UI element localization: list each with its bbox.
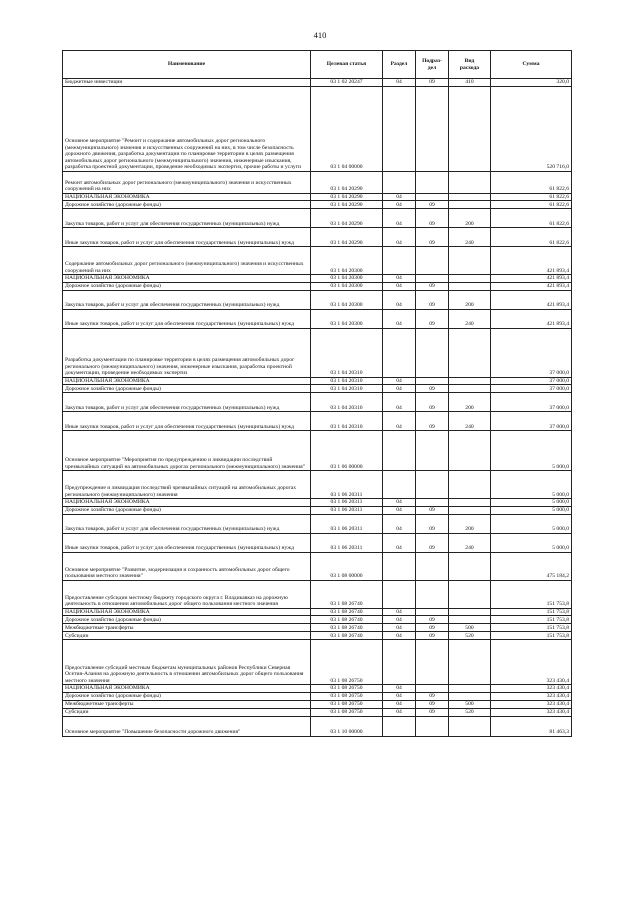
- cell-amount: 37 000,0: [491, 412, 572, 431]
- cell-target-article: 03 1 02 20247: [311, 79, 383, 87]
- cell-expense-type: 500: [449, 700, 491, 708]
- cell-section: 04: [383, 685, 416, 693]
- cell-subsection: 09: [416, 393, 449, 412]
- cell-target-article: 03 1 08 26740: [311, 632, 383, 640]
- cell-name: НАЦИОНАЛЬНАЯ ЭКОНОМИКА: [63, 499, 311, 507]
- page-number: 410: [313, 30, 327, 40]
- table-row: [63, 499, 572, 507]
- cell-amount: 151 753,8: [491, 608, 572, 616]
- cell-subsection: 09: [416, 385, 449, 393]
- cell-target-article: 03 1 08 26740: [311, 580, 383, 608]
- cell-amount: 520 716,0: [491, 86, 572, 171]
- cell-target-article: 03 1 10 00000: [311, 716, 383, 736]
- cell-target-article: 03 1 06 00000: [311, 431, 383, 471]
- cell-expense-type: [449, 616, 491, 624]
- cell-target-article: 03 1 04 20290: [311, 201, 383, 209]
- cell-name: НАЦИОНАЛЬНАЯ ЭКОНОМИКА: [63, 685, 311, 693]
- cell-section: 04: [383, 377, 416, 385]
- cell-amount: 421 893,4: [491, 275, 572, 283]
- cell-subsection: 09: [416, 700, 449, 708]
- cell-section: 04: [383, 385, 416, 393]
- cell-name: Межбюджетные трансферты: [63, 700, 311, 708]
- cell-target-article: 03 1 04 20310: [311, 385, 383, 393]
- cell-target-article: 03 1 08 26750: [311, 700, 383, 708]
- cell-section: [383, 580, 416, 608]
- cell-section: 04: [383, 692, 416, 700]
- table-row: [63, 247, 572, 275]
- cell-target-article: 03 1 04 20290: [311, 171, 383, 193]
- cell-expense-type: 240: [449, 533, 491, 552]
- cell-expense-type: [449, 282, 491, 290]
- cell-expense-type: [449, 716, 491, 736]
- cell-subsection: 09: [416, 708, 449, 716]
- cell-subsection: 09: [416, 632, 449, 640]
- cell-name: Закупка товаров, работ и услуг для обеспечения государственных (муниципальных) нужд: [63, 290, 311, 309]
- cell-amount: 37 000,0: [491, 393, 572, 412]
- cell-subsection: 09: [416, 692, 449, 700]
- cell-target-article: 03 1 04 20300: [311, 247, 383, 275]
- cell-name: Закупка товаров, работ и услуг для обеспечения государственных (муниципальных) нужд: [63, 514, 311, 533]
- cell-target-article: 03 1 06 20311: [311, 514, 383, 533]
- cell-name: НАЦИОНАЛЬНАЯ ЭКОНОМИКА: [63, 377, 311, 385]
- cell-name: Основное мероприятие "Ремонт и содержание автомобильных дорог регионального (межмуниципального) значения и искусственных сооружений на них, в том числе безопасность дорожного движения, разработка документации по планировке территории в целях размещения автомобильных дорог регионального (межмуниципального) значения, инженерные изыскания, разработка проектной документации, проведение необходимых экспертиз, прочие работы и услуги: [63, 86, 311, 171]
- table-row: [63, 624, 572, 632]
- cell-target-article: 03 1 04 20310: [311, 328, 383, 377]
- cell-expense-type: 200: [449, 290, 491, 309]
- cell-subsection: 09: [416, 201, 449, 209]
- cell-amount: 151 753,8: [491, 580, 572, 608]
- table-row: [63, 692, 572, 700]
- cell-name: Закупка товаров, работ и услуг для обеспечения государственных (муниципальных) нужд: [63, 209, 311, 228]
- table-row: [63, 708, 572, 716]
- cell-amount: 5 000,0: [491, 471, 572, 499]
- cell-expense-type: [449, 275, 491, 283]
- cell-amount: 151 753,8: [491, 616, 572, 624]
- cell-name: Дорожное хозяйство (дорожные фонды): [63, 692, 311, 700]
- table-row: [63, 533, 572, 552]
- cell-expense-type: 520: [449, 632, 491, 640]
- table-row: [63, 275, 572, 283]
- cell-target-article: 03 1 06 20311: [311, 506, 383, 514]
- table-row: [63, 716, 572, 736]
- cell-section: 04: [383, 632, 416, 640]
- cell-section: 04: [383, 393, 416, 412]
- cell-expense-type: [449, 431, 491, 471]
- cell-expense-type: [449, 385, 491, 393]
- cell-section: 04: [383, 209, 416, 228]
- cell-name: Дорожное хозяйство (дорожные фонды): [63, 201, 311, 209]
- cell-expense-type: [449, 193, 491, 201]
- cell-subsection: 09: [416, 533, 449, 552]
- cell-name: Основное мероприятие "Развитие, модернизация и сохранность автомобильных дорог общего пользования местного значения": [63, 552, 311, 580]
- cell-expense-type: [449, 552, 491, 580]
- cell-expense-type: [449, 499, 491, 507]
- cell-section: 04: [383, 506, 416, 514]
- cell-section: 04: [383, 700, 416, 708]
- cell-expense-type: 520: [449, 708, 491, 716]
- cell-target-article: 03 1 06 20311: [311, 533, 383, 552]
- cell-amount: 421 893,4: [491, 290, 572, 309]
- cell-expense-type: 500: [449, 624, 491, 632]
- cell-amount: 151 753,8: [491, 632, 572, 640]
- cell-section: 04: [383, 79, 416, 87]
- cell-amount: 421 893,4: [491, 282, 572, 290]
- cell-subsection: 09: [416, 309, 449, 328]
- cell-subsection: 09: [416, 209, 449, 228]
- cell-section: [383, 431, 416, 471]
- cell-target-article: 03 1 08 26740: [311, 624, 383, 632]
- table-row: [63, 201, 572, 209]
- cell-name: Иные закупки товаров, работ и услуг для обеспечения государственных (муниципальных) нужд: [63, 309, 311, 328]
- table-row: [63, 385, 572, 393]
- cell-name: НАЦИОНАЛЬНАЯ ЭКОНОМИКА: [63, 608, 311, 616]
- cell-subsection: [416, 193, 449, 201]
- cell-name: Разработка документации по планировке территории в целях размещения автомобильных дорог регионального (межмуниципального) значения, инженерные изыскания, разработка проектной документации, проведение необходимых экспертиз: [63, 328, 311, 377]
- cell-subsection: 09: [416, 624, 449, 632]
- cell-name: Иные закупки товаров, работ и услуг для обеспечения государственных (муниципальных) нужд: [63, 412, 311, 431]
- cell-expense-type: [449, 692, 491, 700]
- table-row: [63, 79, 572, 87]
- cell-name: Дорожное хозяйство (дорожные фонды): [63, 282, 311, 290]
- cell-expense-type: [449, 86, 491, 171]
- cell-section: [383, 328, 416, 377]
- table-row: [63, 580, 572, 608]
- cell-subsection: [416, 377, 449, 385]
- cell-name: Дорожное хозяйство (дорожные фонды): [63, 616, 311, 624]
- cell-section: 04: [383, 282, 416, 290]
- cell-amount: 323 430,4: [491, 708, 572, 716]
- cell-target-article: 03 1 08 26750: [311, 685, 383, 693]
- cell-amount: 323 430,4: [491, 692, 572, 700]
- cell-section: [383, 640, 416, 685]
- table-row: [63, 193, 572, 201]
- table-row: [63, 431, 572, 471]
- cell-section: 04: [383, 533, 416, 552]
- table-row: [63, 552, 572, 580]
- cell-target-article: 03 1 08 26740: [311, 608, 383, 616]
- cell-amount: 37 000,0: [491, 385, 572, 393]
- cell-amount: 5 000,0: [491, 499, 572, 507]
- cell-subsection: 09: [416, 282, 449, 290]
- cell-target-article: 03 1 04 20310: [311, 377, 383, 385]
- cell-expense-type: [449, 471, 491, 499]
- cell-target-article: 03 1 04 20300: [311, 309, 383, 328]
- cell-subsection: [416, 608, 449, 616]
- header-target-article: Целевая статья: [311, 51, 383, 79]
- header-subsection: Подраз- дел: [416, 51, 449, 79]
- table-row: [63, 471, 572, 499]
- cell-expense-type: 240: [449, 228, 491, 247]
- cell-amount: 61 822,6: [491, 193, 572, 201]
- cell-subsection: [416, 685, 449, 693]
- cell-section: [383, 171, 416, 193]
- table-row: [63, 700, 572, 708]
- cell-subsection: [416, 275, 449, 283]
- cell-section: [383, 247, 416, 275]
- header-amount: Сумма: [491, 51, 572, 79]
- cell-section: 04: [383, 499, 416, 507]
- table-row: [63, 377, 572, 385]
- cell-subsection: [416, 640, 449, 685]
- cell-expense-type: 200: [449, 514, 491, 533]
- cell-section: 04: [383, 608, 416, 616]
- cell-subsection: [416, 247, 449, 275]
- cell-expense-type: [449, 580, 491, 608]
- cell-section: 04: [383, 275, 416, 283]
- cell-target-article: 03 1 08 00000: [311, 552, 383, 580]
- cell-section: [383, 471, 416, 499]
- cell-amount: 5 000,0: [491, 514, 572, 533]
- cell-amount: 61 822,6: [491, 228, 572, 247]
- cell-name: Субсидии: [63, 632, 311, 640]
- cell-subsection: 09: [416, 412, 449, 431]
- cell-amount: 421 893,4: [491, 309, 572, 328]
- cell-name: Содержание автомобильных дорог регионального (межмуниципального) значения и искусственных сооружений на них: [63, 247, 311, 275]
- cell-expense-type: [449, 328, 491, 377]
- cell-name: Основное мероприятие "Повышение безопасности дорожного движения": [63, 716, 311, 736]
- cell-section: 04: [383, 201, 416, 209]
- cell-name: НАЦИОНАЛЬНАЯ ЭКОНОМИКА: [63, 193, 311, 201]
- cell-expense-type: [449, 247, 491, 275]
- cell-amount: 5 000,0: [491, 506, 572, 514]
- cell-target-article: 03 1 04 20290: [311, 193, 383, 201]
- cell-target-article: 03 1 08 26740: [311, 616, 383, 624]
- cell-target-article: 03 1 04 20310: [311, 412, 383, 431]
- cell-section: 04: [383, 290, 416, 309]
- cell-expense-type: 240: [449, 412, 491, 431]
- cell-amount: 323 430,4: [491, 700, 572, 708]
- cell-section: 04: [383, 708, 416, 716]
- cell-section: [383, 86, 416, 171]
- table-row: [63, 412, 572, 431]
- cell-section: [383, 552, 416, 580]
- table-row: [63, 514, 572, 533]
- cell-name: Предоставление субсидии местному бюджету городского округа г. Владикавказ на дорожную деятельность в отношении автомобильных дорог общего пользования местного значения: [63, 580, 311, 608]
- cell-expense-type: 200: [449, 209, 491, 228]
- cell-subsection: [416, 471, 449, 499]
- table-row: [63, 86, 572, 171]
- table-row: [63, 309, 572, 328]
- table-row: [63, 393, 572, 412]
- cell-target-article: 03 1 04 20300: [311, 275, 383, 283]
- cell-expense-type: 240: [449, 309, 491, 328]
- cell-section: 04: [383, 616, 416, 624]
- table-row: [63, 171, 572, 193]
- cell-name: Закупка товаров, работ и услуг для обеспечения государственных (муниципальных) нужд: [63, 393, 311, 412]
- cell-name: Дорожное хозяйство (дорожные фонды): [63, 385, 311, 393]
- cell-target-article: 03 1 08 26750: [311, 640, 383, 685]
- cell-name: Ремонт автомобильных дорог регионального (межмуниципального) значения и искусственных сооружений на них: [63, 171, 311, 193]
- cell-target-article: 03 1 04 20290: [311, 209, 383, 228]
- header-section: Раздел: [383, 51, 416, 79]
- cell-name: Основное мероприятие "Мероприятия по предупреждению и ликвидации последствий чрезвычайных ситуаций на автомобильных дорогах регионального (межмуниципального) значения": [63, 431, 311, 471]
- cell-subsection: [416, 552, 449, 580]
- cell-section: 04: [383, 193, 416, 201]
- cell-name: Иные закупки товаров, работ и услуг для обеспечения государственных (муниципальных) нужд: [63, 533, 311, 552]
- table-row: [63, 608, 572, 616]
- cell-target-article: 03 1 06 20311: [311, 499, 383, 507]
- cell-subsection: 09: [416, 79, 449, 87]
- cell-subsection: 09: [416, 514, 449, 533]
- cell-section: 04: [383, 514, 416, 533]
- cell-name: НАЦИОНАЛЬНАЯ ЭКОНОМИКА: [63, 275, 311, 283]
- cell-expense-type: 410: [449, 79, 491, 87]
- cell-amount: 61 822,6: [491, 209, 572, 228]
- cell-subsection: [416, 499, 449, 507]
- cell-amount: 61 822,6: [491, 201, 572, 209]
- cell-name: Предоставление субсидий местным бюджетам муниципальных районов Республики Северная Осетия-Алания на дорожную деятельность в отношении автомобильных дорог общего пользования местного значения: [63, 640, 311, 685]
- budget-table: [62, 50, 572, 737]
- table-row: [63, 685, 572, 693]
- cell-amount: 37 000,0: [491, 328, 572, 377]
- cell-target-article: 03 1 08 26750: [311, 692, 383, 700]
- cell-expense-type: 200: [449, 393, 491, 412]
- cell-expense-type: [449, 640, 491, 685]
- cell-subsection: [416, 328, 449, 377]
- cell-amount: 37 000,0: [491, 377, 572, 385]
- cell-subsection: [416, 580, 449, 608]
- table-row: [63, 640, 572, 685]
- cell-target-article: 03 1 08 26750: [311, 708, 383, 716]
- cell-subsection: [416, 171, 449, 193]
- cell-amount: 151 753,8: [491, 624, 572, 632]
- cell-target-article: 03 1 04 20290: [311, 228, 383, 247]
- table-row: [63, 282, 572, 290]
- cell-section: 04: [383, 624, 416, 632]
- cell-subsection: 09: [416, 228, 449, 247]
- cell-target-article: 03 1 04 20310: [311, 393, 383, 412]
- cell-amount: 323 430,4: [491, 685, 572, 693]
- table-body: [63, 79, 572, 737]
- cell-expense-type: [449, 506, 491, 514]
- cell-expense-type: [449, 377, 491, 385]
- cell-amount: 61 822,6: [491, 171, 572, 193]
- cell-amount: 475 184,2: [491, 552, 572, 580]
- cell-target-article: 03 1 04 20300: [311, 282, 383, 290]
- cell-amount: 421 893,4: [491, 247, 572, 275]
- cell-amount: 5 000,0: [491, 533, 572, 552]
- cell-section: 04: [383, 309, 416, 328]
- cell-name: Дорожное хозяйство (дорожные фонды): [63, 506, 311, 514]
- cell-subsection: [416, 86, 449, 171]
- table-row: [63, 616, 572, 624]
- table-row: [63, 209, 572, 228]
- table-row: [63, 228, 572, 247]
- table-row: [63, 506, 572, 514]
- cell-name: Субсидии: [63, 708, 311, 716]
- cell-expense-type: [449, 685, 491, 693]
- cell-amount: 81 463,3: [491, 716, 572, 736]
- cell-subsection: 09: [416, 616, 449, 624]
- cell-target-article: 03 1 04 00000: [311, 86, 383, 171]
- cell-amount: 5 000,0: [491, 431, 572, 471]
- table-row: [63, 290, 572, 309]
- cell-subsection: [416, 716, 449, 736]
- table-header-row: [63, 51, 572, 79]
- cell-amount: 320,0: [491, 79, 572, 87]
- cell-subsection: 09: [416, 290, 449, 309]
- cell-expense-type: [449, 201, 491, 209]
- cell-subsection: 09: [416, 506, 449, 514]
- cell-name: Межбюджетные трансферты: [63, 624, 311, 632]
- cell-name: Иные закупки товаров, работ и услуг для обеспечения государственных (муниципальных) нужд: [63, 228, 311, 247]
- cell-amount: 323 430,4: [491, 640, 572, 685]
- cell-expense-type: [449, 608, 491, 616]
- cell-section: [383, 716, 416, 736]
- header-expense-type: Вид расхода: [449, 51, 491, 79]
- cell-section: 04: [383, 228, 416, 247]
- cell-name: Бюджетные инвестиции: [63, 79, 311, 87]
- cell-name: Предупреждение и ликвидация последствий чрезвычайных ситуаций на автомобильных дорогах регионального (межмуниципального) значения: [63, 471, 311, 499]
- cell-section: 04: [383, 412, 416, 431]
- cell-expense-type: [449, 171, 491, 193]
- cell-subsection: [416, 431, 449, 471]
- cell-target-article: 03 1 06 20311: [311, 471, 383, 499]
- cell-target-article: 03 1 04 20300: [311, 290, 383, 309]
- table-row: [63, 632, 572, 640]
- table-row: [63, 328, 572, 377]
- header-name: Наименование: [63, 51, 311, 79]
